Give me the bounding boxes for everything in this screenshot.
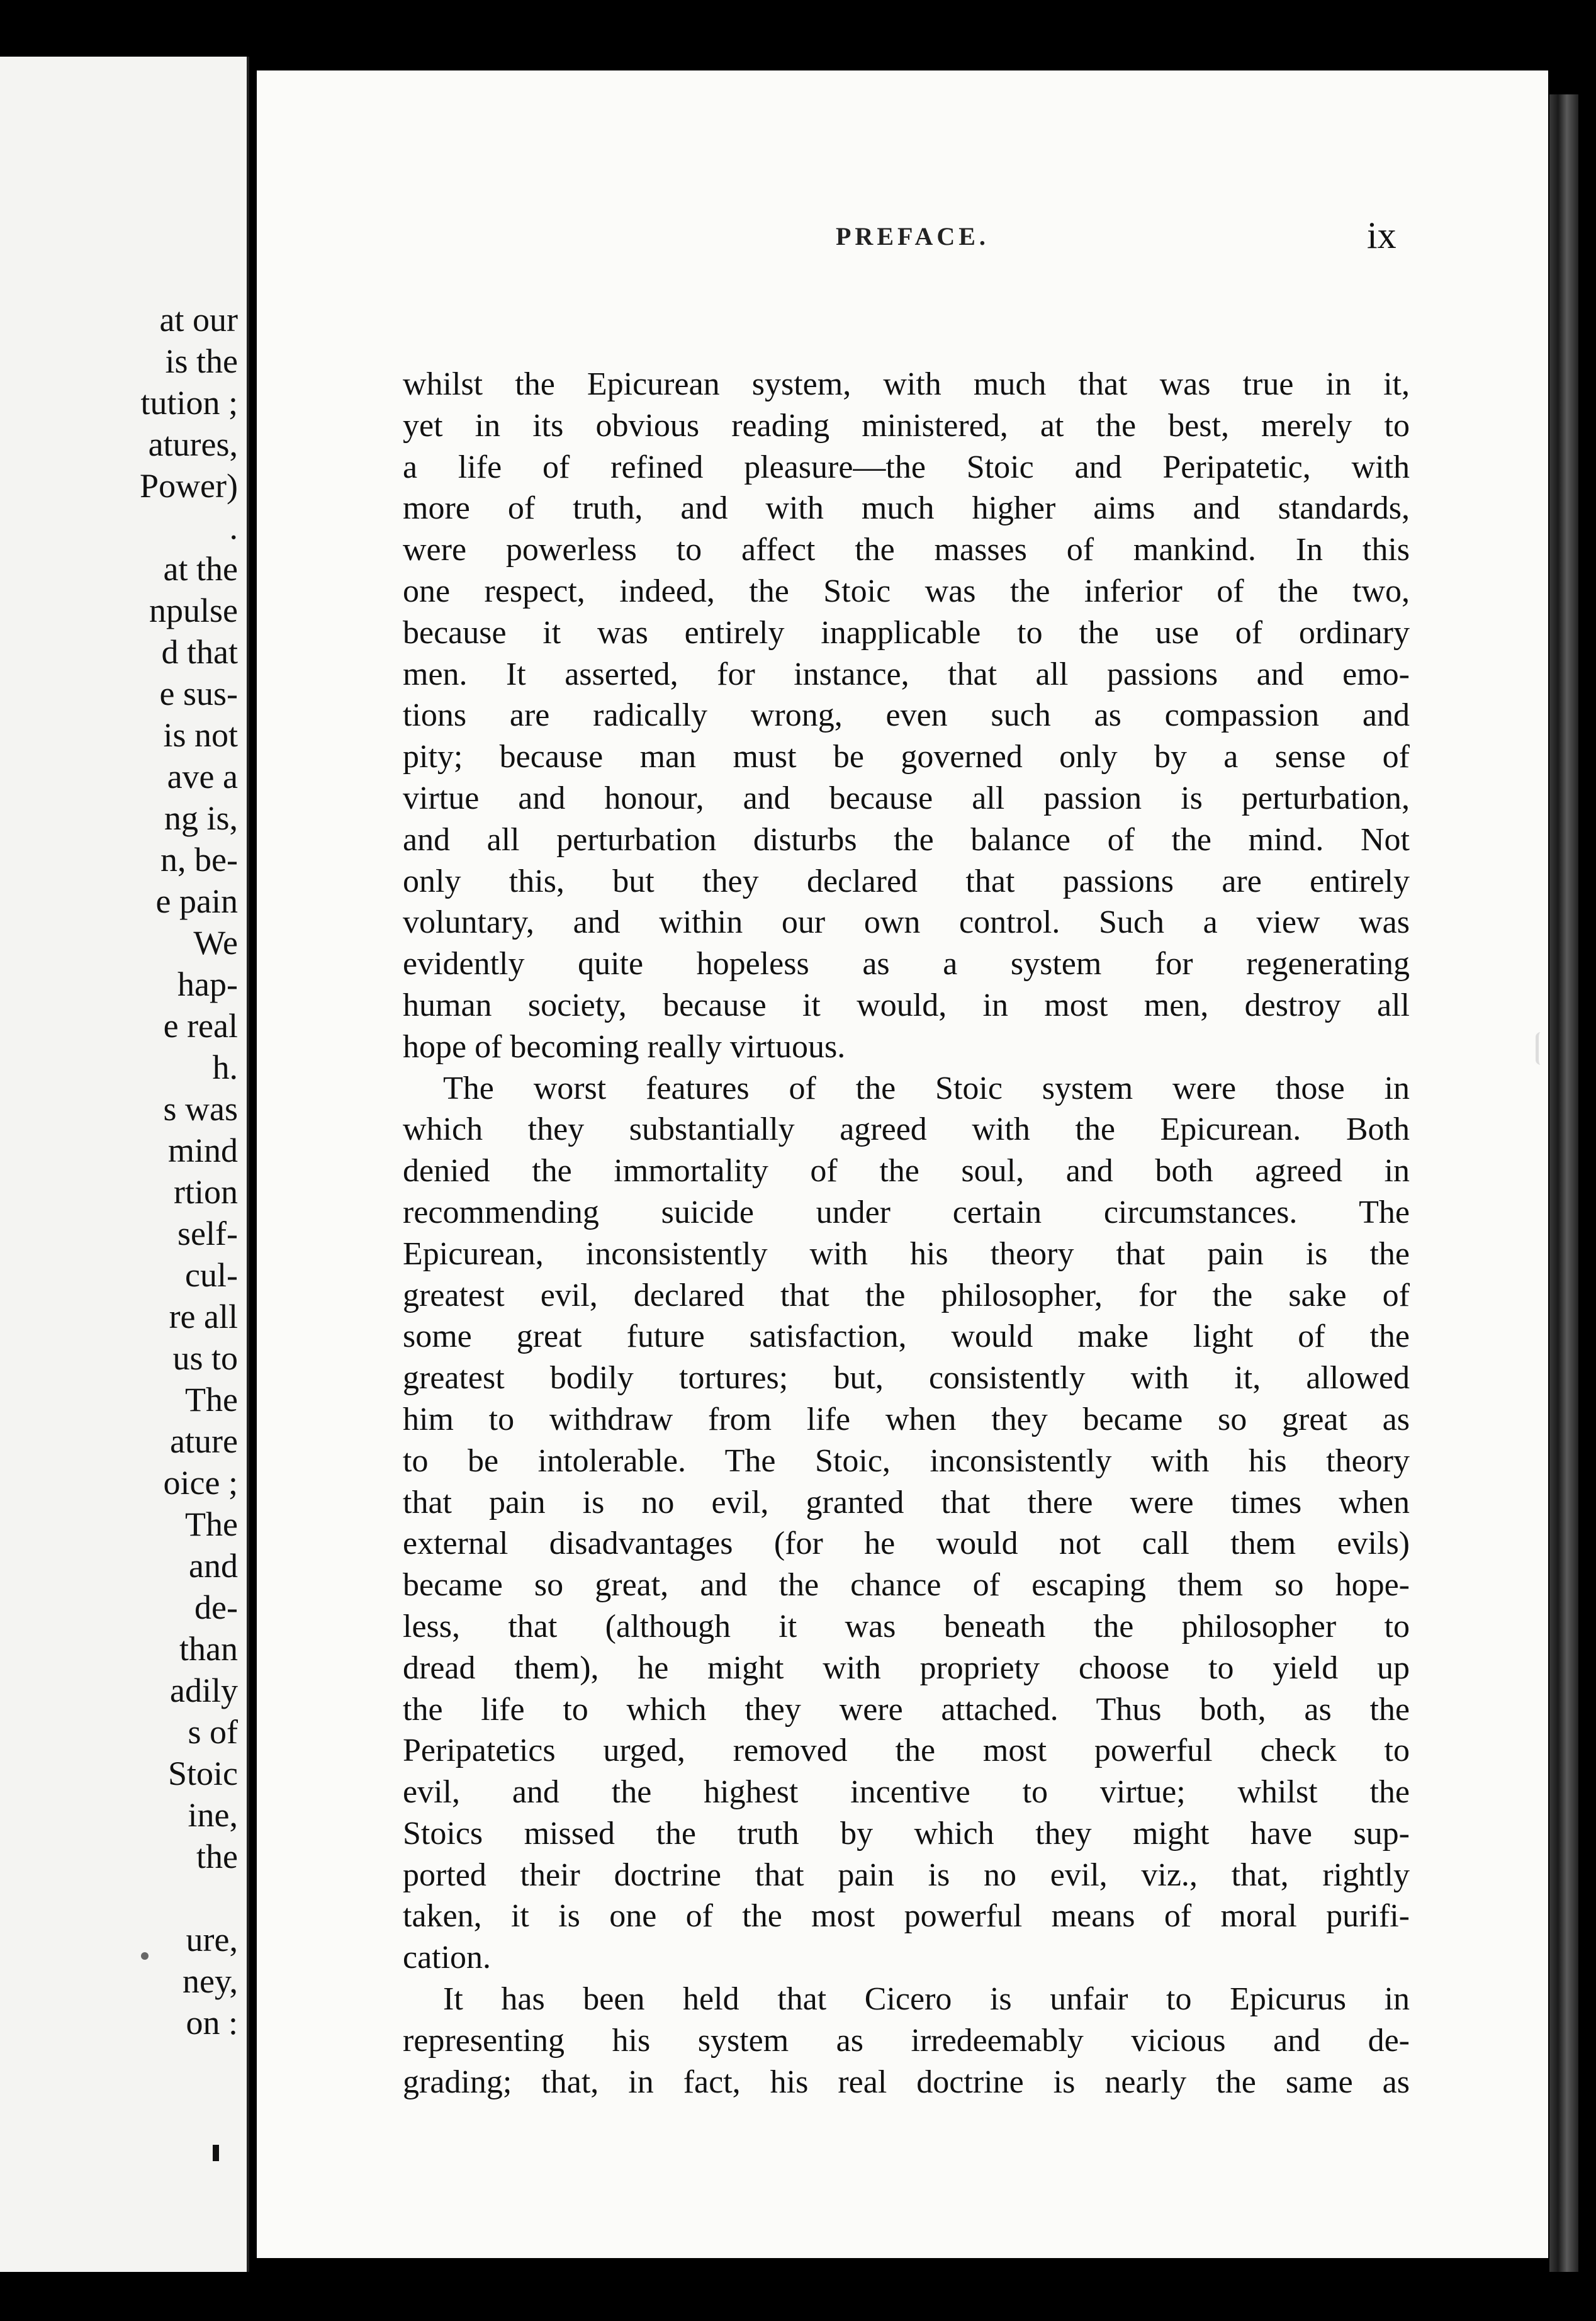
text-line: a life of refined pleasure—the Stoic and Peripatetic, with (403, 449, 1410, 485)
facing-page-line: mind (167, 1132, 238, 1169)
facing-page-line: and (189, 1547, 238, 1585)
facing-page-line: Stoic (167, 1755, 238, 1792)
page (257, 70, 1548, 2258)
text-line: tions are radically wrong, even such as compassion and (403, 697, 1410, 734)
facing-page-line: ure, (186, 1921, 238, 1959)
facing-page-line: ave a (167, 758, 238, 795)
facing-page-line: h. (212, 1048, 238, 1086)
facing-page-line: We (193, 924, 238, 962)
running-head-title: PREFACE. (836, 222, 989, 250)
text-line: Peripatetics urged, removed the most powerful check to (403, 1733, 1410, 1769)
text-line: some great future satisfaction, would make light of the (403, 1318, 1410, 1355)
facing-page-line: e real (163, 1007, 238, 1045)
text-line: evil, and the highest incentive to virtue; whilst the (403, 1774, 1410, 1811)
text-line: hope of becoming really virtuous. (403, 1028, 846, 1065)
text-line: greatest evil, declared that the philosopher, for the sake of (403, 1277, 1410, 1313)
text-line: The worst features of the Stoic system were those in (443, 1070, 1410, 1106)
facing-page-line: n, be- (160, 841, 238, 879)
text-line: to be intolerable. The Stoic, inconsistently with his theory (403, 1442, 1410, 1479)
facing-page-line: is not (163, 716, 238, 754)
facing-page-fragment (0, 57, 249, 2272)
text-line: less, that (although it was beneath the philosopher to (403, 1608, 1410, 1644)
text-line: greatest bodily tortures; but, consistently with it, allowed (403, 1360, 1410, 1397)
facing-page-line: adily (170, 1672, 238, 1709)
text-line: denied the immortality of the soul, and both agreed in (403, 1153, 1410, 1189)
facing-page-line: self- (177, 1215, 238, 1252)
facing-page-line: us to (172, 1339, 238, 1377)
text-line: whilst the Epicurean system, with much that was true in it, (403, 366, 1410, 402)
facing-page-line: is the (165, 342, 238, 380)
facing-page-line: hap- (177, 965, 238, 1003)
text-line: evidently quite hopeless as a system for regenerating (403, 946, 1410, 982)
facing-page-text (0, 299, 238, 2043)
facing-page-line: The (185, 1505, 238, 1543)
facing-page-line: oice ; (163, 1464, 238, 1502)
facing-page-line: e sus- (159, 675, 238, 712)
text-line: were powerless to affect the masses of mankind. In this (403, 532, 1410, 568)
facing-page-line: . (229, 509, 238, 546)
text-line: one respect, indeed, the Stoic was the inferior of the two, (403, 573, 1410, 609)
facing-page-line: on : (186, 2004, 238, 2042)
facing-page-line: atures, (148, 425, 238, 463)
facing-page-line (0, 1877, 238, 1919)
text-line: Epicurean, inconsistently with his theory that pain is the (403, 1235, 1410, 1272)
text-line: ported their doctrine that pain is no evil, viz., that, rightly (403, 1857, 1410, 1893)
facing-page-line: de- (194, 1588, 238, 1626)
facing-page-line: npulse (149, 592, 238, 629)
facing-page-line: at our (159, 301, 238, 339)
text-line: dread them), he might with propriety choose to yield up (403, 1649, 1410, 1686)
facing-page-line: ature (170, 1422, 238, 1460)
text-line: grading; that, in fact, his real doctrine is nearly the same as (403, 2064, 1410, 2100)
facing-page-line: ney, (183, 1962, 238, 2000)
facing-page-line: the (196, 1838, 238, 1875)
facing-page-line: ng is, (164, 799, 238, 837)
text-line: recommending suicide under certain circumstances. The (403, 1194, 1410, 1230)
text-line: yet in its obvious reading ministered, at the best, merely to (403, 407, 1410, 444)
body-text (403, 364, 1410, 2103)
running-head (257, 215, 1548, 259)
text-line: pity; because man must be governed only by a sense of (403, 739, 1410, 775)
text-line: only this, but they declared that passions are entirely (403, 863, 1410, 899)
facing-page-line: ine, (188, 1796, 238, 1834)
text-line: voluntary, and within our own control. Such a view was (403, 904, 1410, 941)
facing-page-line: Power) (140, 467, 238, 505)
text-line: that pain is no evil, granted that there were times when (403, 1484, 1410, 1520)
text-line: external disadvantages (for he would not call them evils) (403, 1526, 1410, 1562)
text-line: human society, because it would, in most men, destroy all (403, 987, 1410, 1023)
text-line: taken, it is one of the most powerful means of moral purifi- (403, 1898, 1410, 1935)
facing-page-line: cul- (185, 1256, 238, 1294)
ink-smudge (141, 1952, 149, 1960)
text-line: more of truth, and with much higher aims and standards, (403, 490, 1410, 527)
text-line: men. It asserted, for instance, that all passions and emo- (403, 656, 1410, 692)
text-line: him to withdraw from life when they became so great as (403, 1401, 1410, 1437)
text-line: cation. (403, 1940, 492, 1976)
text-line: the life to which they were attached. Thus both, as the (403, 1691, 1410, 1728)
gutter-mark (213, 2145, 219, 2161)
margin-mark (1536, 1032, 1545, 1065)
text-line: became so great, and the chance of escaping them so hope- (403, 1567, 1410, 1604)
text-line: which they substantially agreed with the Epicurean. Both (403, 1111, 1410, 1148)
facing-page-line: e pain (155, 882, 238, 920)
facing-page-line: re all (169, 1298, 238, 1335)
text-line: Stoics missed the truth by which they might have sup- (403, 1815, 1410, 1852)
facing-page-line: at the (163, 550, 238, 588)
page-number: ix (1367, 215, 1396, 256)
facing-page-line: rtion (174, 1173, 238, 1211)
facing-page-line: than (179, 1630, 238, 1668)
facing-page-line: s of (188, 1713, 238, 1751)
page-edge (1549, 94, 1578, 2272)
facing-page-line: tution ; (140, 384, 238, 422)
text-line: and all perturbation disturbs the balance of the mind. Not (403, 821, 1410, 858)
facing-page-line: s was (163, 1090, 238, 1128)
text-line: because it was entirely inapplicable to the use of ordinary (403, 614, 1410, 651)
text-line: representing his system as irredeemably vicious and de- (403, 2022, 1410, 2059)
facing-page-line: d that (161, 633, 238, 671)
text-line: virtue and honour, and because all passion is perturbation, (403, 780, 1410, 816)
facing-page-line: The (185, 1381, 238, 1419)
text-line: It has been held that Cicero is unfair to Epicurus in (443, 1981, 1410, 2018)
